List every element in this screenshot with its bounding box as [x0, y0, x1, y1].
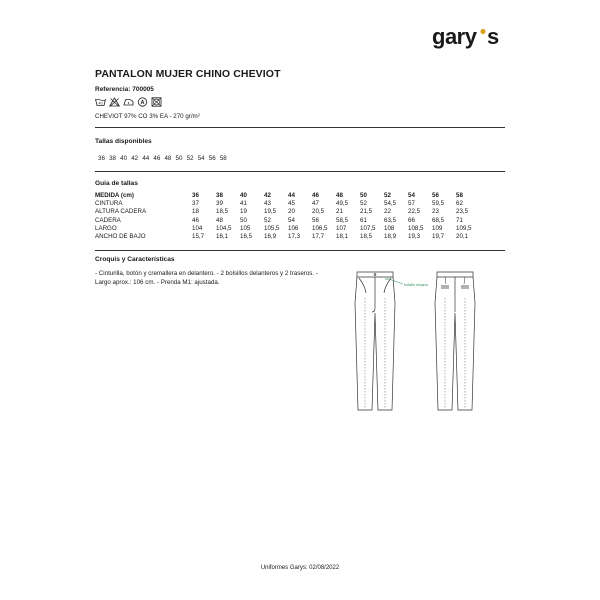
reference [95, 86, 154, 93]
table-cell: 104,5 [216, 224, 232, 232]
table-cell: 57 [408, 200, 415, 208]
table-row [95, 200, 480, 208]
column-header-size: 52 [384, 192, 391, 199]
row-label: ALTURA CADERA [95, 208, 147, 216]
column-header-size: 58 [456, 192, 463, 199]
table-cell: 105 [240, 224, 251, 232]
table-cell: 48 [216, 216, 223, 224]
table-cell: 50 [240, 216, 247, 224]
table-cell: 109,5 [456, 224, 472, 232]
table-cell: 106 [288, 224, 299, 232]
size-guide-table [95, 192, 480, 241]
table-cell: 22 [384, 208, 391, 216]
size-option: 58 [219, 155, 227, 162]
table-cell: 54,5 [384, 200, 397, 208]
column-header-measure: MEDIDA (cm) [95, 192, 134, 199]
row-label: ANCHO DE BAJO [95, 233, 146, 241]
size-option: 54 [197, 155, 205, 162]
table-cell: 20,1 [456, 233, 469, 241]
reference-label: Referencia: [95, 86, 131, 93]
svg-text:s: s [487, 25, 500, 49]
table-cell: 20 [288, 208, 295, 216]
divider [95, 127, 505, 128]
reference-value: 700005 [132, 86, 154, 93]
table-cell: 54 [288, 216, 295, 224]
table-cell: 104 [192, 224, 203, 232]
table-cell: 41 [240, 200, 247, 208]
table-cell: 19,7 [432, 233, 445, 241]
size-option: 36 [98, 155, 105, 162]
table-cell: 108,5 [408, 224, 424, 232]
table-cell: 17,3 [288, 233, 301, 241]
column-header-size: 40 [240, 192, 247, 199]
tumble-dry-icon [151, 97, 162, 107]
svg-text:A: A [140, 100, 145, 106]
table-cell: 109 [432, 224, 443, 232]
column-header-size: 44 [288, 192, 295, 199]
no-bleach-icon [109, 97, 120, 107]
available-sizes-list [98, 155, 227, 162]
size-option: 38 [109, 155, 116, 162]
table-cell: 21,5 [360, 208, 373, 216]
table-row [95, 233, 480, 241]
column-header-size: 38 [216, 192, 223, 199]
table-cell: 22,5 [408, 208, 421, 216]
table-cell: 45 [288, 200, 295, 208]
size-option: 48 [164, 155, 172, 162]
table-cell: 18,9 [384, 233, 397, 241]
table-cell: 19,5 [264, 208, 277, 216]
table-cell: 71 [456, 216, 463, 224]
available-sizes-heading: Tallas disponibles [95, 138, 152, 145]
column-header-size: 54 [408, 192, 415, 199]
iron-icon [123, 97, 134, 107]
divider [95, 171, 505, 172]
table-cell: 20,5 [312, 208, 325, 216]
table-cell: 19 [240, 208, 247, 216]
sketch-description: - Cinturilla, botón y cremallera en delantero. - 2 bolsillos delanteros y 2 traseros. - Largo aprox.: 106 cm. - Prenda M1: ajustada. [95, 270, 318, 286]
table-cell: 19,3 [408, 233, 421, 241]
product-title: PANTALON MUJER CHINO CHEVIOT [95, 68, 281, 80]
table-cell: 66 [408, 216, 415, 224]
dry-clean-a-icon [137, 97, 148, 107]
divider [95, 250, 505, 251]
wash-40-icon [95, 97, 106, 107]
table-cell: 15,7 [192, 233, 205, 241]
trousers-sketch [345, 268, 505, 416]
size-option: 44 [142, 155, 150, 162]
table-cell: 18 [192, 208, 199, 216]
table-row [95, 225, 480, 233]
size-option: 42 [131, 155, 139, 162]
table-cell: 49,5 [336, 200, 349, 208]
table-cell: 46 [192, 216, 199, 224]
svg-text:40: 40 [98, 101, 103, 106]
column-header-size: 36 [192, 192, 199, 199]
column-header-size: 56 [432, 192, 439, 199]
table-cell: 105,5 [264, 224, 280, 232]
table-cell: 62 [456, 200, 463, 208]
front-view [355, 272, 403, 410]
table-cell: 43 [264, 200, 271, 208]
table-header-row [95, 192, 480, 200]
size-option: 46 [153, 155, 161, 162]
table-cell: 52 [264, 216, 271, 224]
table-cell: 47 [312, 200, 319, 208]
size-option: 50 [175, 155, 183, 162]
watch-pocket-annotation: bolsillo relojero [404, 283, 428, 287]
table-cell: 63,5 [384, 216, 397, 224]
table-cell: 61 [360, 216, 367, 224]
row-label: LARGO [95, 224, 117, 232]
column-header-size: 42 [264, 192, 271, 199]
size-option: 40 [120, 155, 128, 162]
table-cell: 23,5 [456, 208, 469, 216]
table-cell: 108 [384, 224, 395, 232]
sketch-heading: Croquis y Características [95, 256, 175, 263]
size-option: 52 [186, 155, 194, 162]
table-cell: 23 [432, 208, 439, 216]
brand-logo [432, 25, 510, 51]
table-cell: 37 [192, 200, 199, 208]
table-cell: 18,5 [216, 208, 229, 216]
column-header-size: 48 [336, 192, 343, 199]
table-cell: 107,5 [360, 224, 376, 232]
table-cell: 18,5 [360, 233, 373, 241]
table-cell: 17,7 [312, 233, 325, 241]
table-cell: 106,5 [312, 224, 328, 232]
table-cell: 16,5 [240, 233, 253, 241]
column-header-size: 50 [360, 192, 367, 199]
table-cell: 59,5 [432, 200, 445, 208]
table-row [95, 208, 480, 216]
table-cell: 52 [360, 200, 367, 208]
table-row [95, 217, 480, 225]
column-header-size: 46 [312, 192, 319, 199]
table-cell: 16,1 [216, 233, 229, 241]
back-view [435, 272, 475, 410]
table-cell: 58,5 [336, 216, 349, 224]
row-label: CINTURA [95, 200, 123, 208]
row-label: CADERA [95, 216, 121, 224]
care-icons [95, 97, 162, 107]
size-guide-heading: Guia de tallas [95, 180, 138, 187]
table-cell: 56 [312, 216, 319, 224]
table-cell: 21 [336, 208, 343, 216]
table-cell: 68,5 [432, 216, 445, 224]
size-option: 56 [208, 155, 216, 162]
table-cell: 16,9 [264, 233, 277, 241]
svg-text:gary: gary [432, 25, 477, 49]
table-cell: 107 [336, 224, 347, 232]
footer-text: Uniformes Garys: 02/08/2022 [260, 565, 340, 571]
table-cell: 39 [216, 200, 223, 208]
table-cell: 18,1 [336, 233, 349, 241]
fabric-composition: CHEVIOT 97% CO 3% EA - 270 gr/m² [95, 113, 200, 120]
